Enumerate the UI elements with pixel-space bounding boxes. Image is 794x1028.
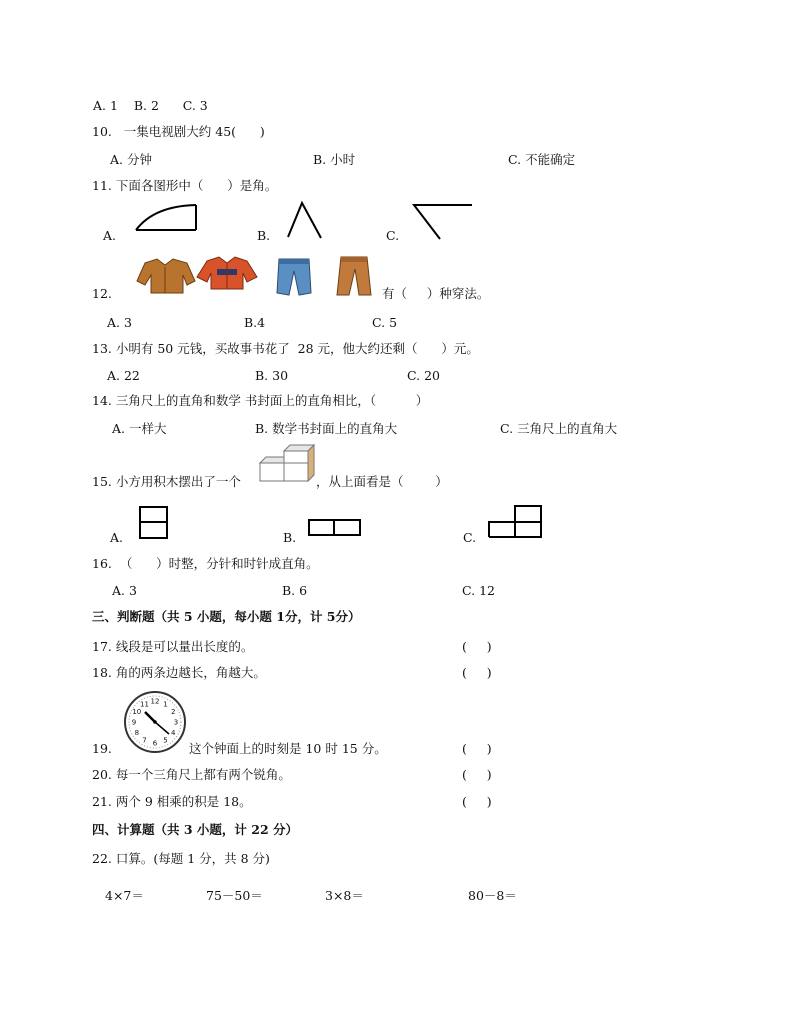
clock-numeral: 2: [170, 708, 176, 716]
q14-option-b: B. 数学书封面上的直角大: [255, 421, 398, 436]
q22-item-3: 3×8＝: [325, 888, 364, 903]
jeans-icon: [277, 259, 311, 295]
q16-option-b: B. 6: [282, 583, 308, 598]
clock-numeral: 1: [163, 700, 168, 709]
clock-numeral: 7: [142, 736, 147, 745]
q17-answer-blank[interactable]: ( ): [462, 639, 492, 654]
q21-answer-blank[interactable]: ( ): [462, 794, 492, 809]
q15-option-c: C.: [463, 530, 477, 545]
q13-stem: 13. 小明有 50 元钱，买故事书花了 28 元，他大约还剩（ ）元。: [92, 341, 479, 356]
pants-icon: [337, 257, 371, 295]
curved-figure-icon: [134, 203, 202, 233]
jacket-icon: [197, 257, 257, 289]
q22-item-1: 4×7＝: [105, 888, 144, 903]
q15-option-a: A.: [110, 530, 124, 545]
clock-numeral: 8: [134, 729, 140, 737]
clock-numeral: 10: [132, 708, 142, 716]
q9-options: A. 1 B. 2 C. 3: [93, 98, 208, 113]
q10-option-c: C. 不能确定: [508, 152, 576, 167]
q15-stem-pre: 15. 小方用积木摆出了一个: [92, 474, 241, 489]
q12-option-b: B.4: [244, 315, 266, 330]
q20-stem: 20. 每一个三角尺上都有两个锐角。: [92, 767, 291, 782]
q14-stem: 14. 三角尺上的直角和数学 书封面上的直角相比，（ ）: [92, 393, 429, 408]
q10-stem: 10. 一集电视剧大约 45( ): [92, 124, 265, 139]
clock-numeral: 9: [131, 718, 137, 727]
q12-option-c: C. 5: [372, 315, 398, 330]
q11-stem: 11. 下面各图形中（ ）是角。: [92, 178, 278, 193]
q15-option-b: B.: [283, 530, 297, 545]
q14-option-c: C. 三角尺上的直角大: [500, 421, 618, 436]
q11-option-a: A.: [103, 228, 117, 243]
clock-face-icon: [123, 690, 187, 754]
q22-item-4: 80－8＝: [468, 888, 517, 903]
q12-tail: 有（ ）种穿法。: [382, 286, 490, 301]
q13-option-b: B. 30: [255, 368, 289, 383]
clock-numeral: 6: [152, 739, 158, 748]
q18-stem: 18. 角的两条边越长，角越大。: [92, 665, 266, 680]
q22-item-2: 75－50＝: [206, 888, 263, 903]
q12-option-a: A. 3: [107, 315, 132, 330]
clock-numeral: 5: [163, 736, 168, 745]
q17-stem: 17. 线段是可以量出长度的。: [92, 639, 254, 654]
q14-option-a: A. 一样大: [112, 421, 167, 436]
q11-option-c: C.: [386, 228, 400, 243]
q16-option-a: A. 3: [112, 583, 137, 598]
q18-answer-blank[interactable]: ( ): [462, 665, 492, 680]
q13-option-c: C. 20: [407, 368, 440, 383]
open-figure-icon: [412, 203, 474, 243]
q19-number: 19.: [92, 741, 112, 756]
sweater-icon: [137, 259, 195, 293]
clothing-images: [135, 255, 375, 297]
clock-numeral: 3: [173, 718, 179, 727]
two-squares-row-icon: [308, 519, 362, 537]
q21-stem: 21. 两个 9 相乘的积是 18。: [92, 794, 252, 809]
blocks-figure-icon: [258, 449, 316, 483]
clock-numeral: 12: [150, 697, 160, 706]
q22-stem: 22. 口算。(每题 1 分，共 8 分): [92, 851, 270, 866]
q19-stem: 这个钟面上的时刻是 10 时 15 分。: [189, 741, 387, 756]
q10-option-b: B. 小时: [313, 152, 356, 167]
clock-numeral: 4: [170, 729, 176, 737]
q10-option-a: A. 分钟: [110, 152, 152, 167]
q20-answer-blank[interactable]: ( ): [462, 767, 492, 782]
q11-option-b: B.: [257, 228, 271, 243]
q16-option-c: C. 12: [462, 583, 495, 598]
clock-numeral: 11: [140, 700, 149, 709]
q13-option-a: A. 22: [107, 368, 140, 383]
section3-title: 三、判断题（共 5 小题，每小题 1分，计 5分）: [92, 609, 361, 624]
q15-stem-post: ，从上面看是（ ）: [316, 474, 448, 489]
q12-number: 12.: [92, 286, 112, 301]
q19-answer-blank[interactable]: ( ): [462, 741, 492, 756]
section4-title: 四、计算题（共 3 小题，计 22 分）: [92, 822, 299, 837]
angle-figure-icon: [285, 201, 325, 239]
stacked-squares-icon: [139, 506, 169, 540]
l-shape-squares-icon: [488, 505, 544, 539]
q16-stem: 16. （ ）时整，分针和时针成直角。: [92, 556, 319, 571]
